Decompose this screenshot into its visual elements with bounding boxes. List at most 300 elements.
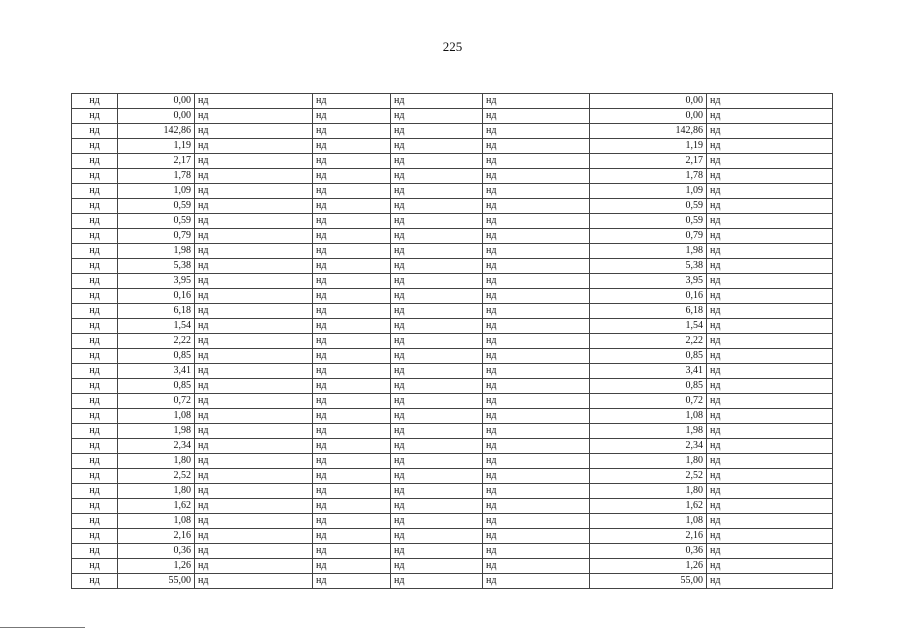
table-cell: 0,00 xyxy=(590,109,707,124)
table-cell: 2,34 xyxy=(118,439,195,454)
table-cell: 0,85 xyxy=(590,349,707,364)
table-cell: нд xyxy=(313,154,391,169)
table-cell: нд xyxy=(72,184,118,199)
page-number: 225 xyxy=(442,39,463,54)
table-cell: 1,98 xyxy=(590,424,707,439)
table-cell: нд xyxy=(313,364,391,379)
table-cell: нд xyxy=(391,289,483,304)
table-cell: нд xyxy=(72,529,118,544)
table-cell: нд xyxy=(195,484,313,499)
table-cell: нд xyxy=(195,289,313,304)
table-cell: нд xyxy=(707,424,833,439)
table-cell: нд xyxy=(195,544,313,559)
table-cell: 1,08 xyxy=(118,514,195,529)
table-cell: нд xyxy=(313,454,391,469)
table-cell: нд xyxy=(195,304,313,319)
table-cell: 2,34 xyxy=(590,439,707,454)
table-cell: нд xyxy=(72,289,118,304)
table-row xyxy=(72,214,833,229)
table-cell: нд xyxy=(391,334,483,349)
table-cell: нд xyxy=(72,484,118,499)
table-cell: нд xyxy=(72,214,118,229)
table-cell: 1,80 xyxy=(118,454,195,469)
table-cell: нд xyxy=(707,154,833,169)
table-cell: 1,80 xyxy=(118,484,195,499)
table-cell: 1,78 xyxy=(590,169,707,184)
table-cell: нд xyxy=(313,334,391,349)
table-cell: нд xyxy=(313,109,391,124)
table-cell: нд xyxy=(313,244,391,259)
table-cell: нд xyxy=(391,319,483,334)
table-cell: нд xyxy=(483,499,590,514)
table-cell: 1,98 xyxy=(118,424,195,439)
table-cell: нд xyxy=(391,304,483,319)
table-cell: нд xyxy=(195,409,313,424)
table-cell: 0,72 xyxy=(590,394,707,409)
table-cell: нд xyxy=(313,289,391,304)
table-cell: 1,80 xyxy=(590,484,707,499)
table-cell: нд xyxy=(483,334,590,349)
table-row xyxy=(72,439,833,454)
table-cell: нд xyxy=(391,169,483,184)
table-cell: 1,08 xyxy=(118,409,195,424)
table-cell: нд xyxy=(72,424,118,439)
table-cell: нд xyxy=(391,214,483,229)
table-cell: нд xyxy=(707,364,833,379)
table-cell: нд xyxy=(313,424,391,439)
table-cell: нд xyxy=(195,514,313,529)
table-cell: нд xyxy=(483,469,590,484)
table-cell: нд xyxy=(483,409,590,424)
table-cell: нд xyxy=(707,124,833,139)
table-cell: 1,26 xyxy=(590,559,707,574)
table-row xyxy=(72,379,833,394)
table-cell: нд xyxy=(391,364,483,379)
table-cell: нд xyxy=(483,304,590,319)
table-cell: 55,00 xyxy=(118,574,195,589)
table-cell: нд xyxy=(707,409,833,424)
table-cell: 0,36 xyxy=(590,544,707,559)
table-cell: 1,19 xyxy=(118,139,195,154)
table-row xyxy=(72,259,833,274)
table-cell: нд xyxy=(483,154,590,169)
table-cell: нд xyxy=(707,229,833,244)
table-row xyxy=(72,394,833,409)
table-cell: нд xyxy=(483,124,590,139)
table-cell: нд xyxy=(313,529,391,544)
table-cell: нд xyxy=(391,109,483,124)
table-cell: 0,85 xyxy=(118,349,195,364)
table-cell: нд xyxy=(72,379,118,394)
table-cell: 0,59 xyxy=(118,199,195,214)
table-cell: нд xyxy=(72,469,118,484)
table-cell: нд xyxy=(313,199,391,214)
table-cell: нд xyxy=(72,499,118,514)
table-cell: нд xyxy=(391,244,483,259)
table-cell: нд xyxy=(313,274,391,289)
footnote-rule xyxy=(0,627,85,628)
table-cell: нд xyxy=(391,124,483,139)
table-cell: 1,09 xyxy=(118,184,195,199)
table-cell: нд xyxy=(72,349,118,364)
table-cell: нд xyxy=(483,244,590,259)
table-cell: нд xyxy=(72,334,118,349)
table-cell: 3,95 xyxy=(590,274,707,289)
table-cell: нд xyxy=(313,484,391,499)
table-cell: 2,52 xyxy=(118,469,195,484)
table-cell: 142,86 xyxy=(118,124,195,139)
table-cell: нд xyxy=(313,439,391,454)
table-row xyxy=(72,199,833,214)
table-cell: нд xyxy=(707,319,833,334)
table-cell: нд xyxy=(195,424,313,439)
table-cell: нд xyxy=(313,409,391,424)
table-cell: нд xyxy=(391,559,483,574)
table-cell: нд xyxy=(483,379,590,394)
table-cell: нд xyxy=(707,514,833,529)
table-cell: нд xyxy=(72,109,118,124)
table-cell: нд xyxy=(313,349,391,364)
table-cell: нд xyxy=(483,484,590,499)
table-row xyxy=(72,484,833,499)
table-row xyxy=(72,334,833,349)
table-cell: 1,54 xyxy=(118,319,195,334)
table-cell: нд xyxy=(195,259,313,274)
table-cell: нд xyxy=(195,229,313,244)
table-cell: 1,98 xyxy=(590,244,707,259)
table-cell: нд xyxy=(195,139,313,154)
table-cell: нд xyxy=(72,364,118,379)
table-cell: нд xyxy=(72,454,118,469)
table-row xyxy=(72,544,833,559)
table-cell: нд xyxy=(483,169,590,184)
table-cell: нд xyxy=(483,289,590,304)
table-cell: нд xyxy=(72,259,118,274)
table-cell: нд xyxy=(707,559,833,574)
table-row xyxy=(72,94,833,109)
table-row xyxy=(72,499,833,514)
table-cell: 0,85 xyxy=(590,379,707,394)
table-cell: нд xyxy=(195,319,313,334)
table-cell: 0,59 xyxy=(590,214,707,229)
table-cell: нд xyxy=(707,544,833,559)
table-row xyxy=(72,319,833,334)
table-cell: нд xyxy=(707,529,833,544)
table-row xyxy=(72,154,833,169)
table-cell: нд xyxy=(72,274,118,289)
table-cell: нд xyxy=(707,214,833,229)
table-cell: нд xyxy=(72,394,118,409)
table-cell: нд xyxy=(195,499,313,514)
table-row xyxy=(72,289,833,304)
table-cell: 1,98 xyxy=(118,244,195,259)
table-row xyxy=(72,469,833,484)
table-cell: нд xyxy=(195,124,313,139)
table-cell: нд xyxy=(72,154,118,169)
data-table xyxy=(71,93,833,589)
table-cell: нд xyxy=(707,454,833,469)
table-cell: нд xyxy=(707,379,833,394)
table-cell: нд xyxy=(391,94,483,109)
table-cell: нд xyxy=(391,274,483,289)
table-cell: нд xyxy=(313,184,391,199)
table-cell: 1,09 xyxy=(590,184,707,199)
table-cell: 1,19 xyxy=(590,139,707,154)
table-cell: нд xyxy=(195,454,313,469)
table-cell: 1,78 xyxy=(118,169,195,184)
table-cell: 1,62 xyxy=(118,499,195,514)
table-cell: нд xyxy=(391,139,483,154)
table-cell: нд xyxy=(313,259,391,274)
table-cell: нд xyxy=(391,184,483,199)
table-cell: нд xyxy=(313,394,391,409)
table-cell: нд xyxy=(195,574,313,589)
table-row xyxy=(72,244,833,259)
table-cell: нд xyxy=(483,424,590,439)
table-row xyxy=(72,109,833,124)
table-row xyxy=(72,124,833,139)
table-cell: 1,26 xyxy=(118,559,195,574)
table-cell: нд xyxy=(313,139,391,154)
table-cell: нд xyxy=(195,244,313,259)
table-cell: 1,80 xyxy=(590,454,707,469)
table-cell: нд xyxy=(483,214,590,229)
table-cell: нд xyxy=(195,109,313,124)
table-cell: нд xyxy=(391,574,483,589)
table-cell: нд xyxy=(195,154,313,169)
table-cell: 1,62 xyxy=(590,499,707,514)
table-cell: нд xyxy=(483,259,590,274)
table-cell: нд xyxy=(313,499,391,514)
table-cell: 0,79 xyxy=(590,229,707,244)
table-cell: нд xyxy=(313,304,391,319)
table-cell: нд xyxy=(313,229,391,244)
table-cell: нд xyxy=(72,304,118,319)
table-cell: нд xyxy=(707,259,833,274)
table-row xyxy=(72,409,833,424)
table-row xyxy=(72,229,833,244)
table-cell: нд xyxy=(483,319,590,334)
table-cell: нд xyxy=(72,409,118,424)
table-cell: 0,59 xyxy=(118,214,195,229)
table-cell: нд xyxy=(391,229,483,244)
table-cell: нд xyxy=(483,559,590,574)
table-cell: нд xyxy=(195,559,313,574)
table-cell: нд xyxy=(391,544,483,559)
table-cell: 0,79 xyxy=(118,229,195,244)
table-cell: нд xyxy=(195,379,313,394)
table-cell: нд xyxy=(707,574,833,589)
table-cell: 0,85 xyxy=(118,379,195,394)
table-cell: нд xyxy=(313,169,391,184)
table-cell: нд xyxy=(391,259,483,274)
table-cell: нд xyxy=(72,124,118,139)
table-cell: нд xyxy=(72,229,118,244)
table-row xyxy=(72,184,833,199)
table-cell: 6,18 xyxy=(590,304,707,319)
table-cell: нд xyxy=(707,394,833,409)
table-cell: нд xyxy=(483,394,590,409)
table-cell: нд xyxy=(72,514,118,529)
table-cell: нд xyxy=(72,94,118,109)
table-cell: 0,00 xyxy=(118,94,195,109)
table-cell: 2,22 xyxy=(590,334,707,349)
table-cell: нд xyxy=(391,469,483,484)
table-cell: нд xyxy=(483,544,590,559)
table-cell: нд xyxy=(195,274,313,289)
table-cell: нд xyxy=(195,394,313,409)
table-cell: нд xyxy=(707,94,833,109)
table-row xyxy=(72,349,833,364)
table-row xyxy=(72,529,833,544)
table-cell: нд xyxy=(707,289,833,304)
table-cell: нд xyxy=(707,334,833,349)
table-cell: нд xyxy=(195,94,313,109)
table-cell: нд xyxy=(707,469,833,484)
table-cell: нд xyxy=(195,184,313,199)
table-cell: нд xyxy=(707,439,833,454)
table-cell: нд xyxy=(391,454,483,469)
table-cell: нд xyxy=(195,199,313,214)
table-cell: нд xyxy=(483,229,590,244)
table-cell: нд xyxy=(391,394,483,409)
table-cell: нд xyxy=(483,274,590,289)
table-cell: нд xyxy=(313,574,391,589)
table-cell: нд xyxy=(72,559,118,574)
table-cell: нд xyxy=(313,214,391,229)
table-cell: 0,16 xyxy=(118,289,195,304)
table-row xyxy=(72,454,833,469)
table-row xyxy=(72,139,833,154)
table-cell: нд xyxy=(313,544,391,559)
table-cell: нд xyxy=(313,514,391,529)
table-row xyxy=(72,274,833,289)
table-cell: нд xyxy=(707,139,833,154)
table-cell: нд xyxy=(195,169,313,184)
table-row xyxy=(72,424,833,439)
table-cell: 0,36 xyxy=(118,544,195,559)
table-cell: нд xyxy=(483,184,590,199)
table-cell: нд xyxy=(707,274,833,289)
table-row xyxy=(72,364,833,379)
table-cell: 3,41 xyxy=(118,364,195,379)
table-cell: нд xyxy=(707,499,833,514)
table-cell: нд xyxy=(72,244,118,259)
table-cell: 142,86 xyxy=(590,124,707,139)
table-cell: нд xyxy=(707,184,833,199)
table-cell: нд xyxy=(391,154,483,169)
table-cell: нд xyxy=(391,514,483,529)
table-cell: нд xyxy=(483,574,590,589)
table-cell: нд xyxy=(483,349,590,364)
table-cell: 2,52 xyxy=(590,469,707,484)
table-cell: нд xyxy=(483,439,590,454)
table-cell: нд xyxy=(483,94,590,109)
table-row xyxy=(72,574,833,589)
table-cell: нд xyxy=(72,169,118,184)
table-cell: 2,17 xyxy=(590,154,707,169)
table-cell: нд xyxy=(483,529,590,544)
table-cell: 55,00 xyxy=(590,574,707,589)
table-cell: нд xyxy=(195,529,313,544)
table-cell: нд xyxy=(707,199,833,214)
table-cell: нд xyxy=(391,499,483,514)
table-cell: нд xyxy=(707,169,833,184)
table-cell: нд xyxy=(391,199,483,214)
table-cell: 5,38 xyxy=(118,259,195,274)
table-cell: нд xyxy=(195,349,313,364)
table-cell: 0,16 xyxy=(590,289,707,304)
table-cell: нд xyxy=(72,199,118,214)
table-cell: 0,00 xyxy=(118,109,195,124)
table-cell: 2,16 xyxy=(118,529,195,544)
table-cell: 0,00 xyxy=(590,94,707,109)
table-cell: нд xyxy=(313,319,391,334)
table-cell: нд xyxy=(707,109,833,124)
table-row xyxy=(72,559,833,574)
table-cell: нд xyxy=(195,364,313,379)
table-cell: 0,72 xyxy=(118,394,195,409)
table-body xyxy=(72,94,833,589)
table-cell: 2,22 xyxy=(118,334,195,349)
table-cell: нд xyxy=(72,574,118,589)
table-cell: нд xyxy=(313,379,391,394)
table-cell: нд xyxy=(313,124,391,139)
table-cell: нд xyxy=(483,109,590,124)
table-cell: 2,17 xyxy=(118,154,195,169)
table-cell: 0,59 xyxy=(590,199,707,214)
table-cell: нд xyxy=(195,469,313,484)
table-cell: нд xyxy=(72,139,118,154)
table-cell: нд xyxy=(72,544,118,559)
table-cell: нд xyxy=(391,424,483,439)
table-cell: 6,18 xyxy=(118,304,195,319)
table-row xyxy=(72,304,833,319)
table-cell: нд xyxy=(195,214,313,229)
table-cell: нд xyxy=(707,484,833,499)
table-cell: нд xyxy=(391,409,483,424)
table-cell: нд xyxy=(483,364,590,379)
table-cell: нд xyxy=(483,514,590,529)
table-cell: нд xyxy=(483,199,590,214)
table-cell: нд xyxy=(313,94,391,109)
table-cell: 1,54 xyxy=(590,319,707,334)
table-cell: 3,41 xyxy=(590,364,707,379)
table-cell: нд xyxy=(707,349,833,364)
table-cell: 3,95 xyxy=(118,274,195,289)
table-cell: нд xyxy=(72,439,118,454)
table-cell: 1,08 xyxy=(590,514,707,529)
table-row xyxy=(72,514,833,529)
table-cell: нд xyxy=(313,469,391,484)
table-cell: нд xyxy=(391,484,483,499)
table-cell: 5,38 xyxy=(590,259,707,274)
table-cell: нд xyxy=(195,334,313,349)
table-cell: нд xyxy=(483,139,590,154)
table-cell: нд xyxy=(195,439,313,454)
table-cell: нд xyxy=(391,529,483,544)
table-cell: нд xyxy=(72,319,118,334)
table-cell: нд xyxy=(313,559,391,574)
table-cell: нд xyxy=(391,439,483,454)
table-cell: нд xyxy=(483,454,590,469)
table-row xyxy=(72,169,833,184)
table-cell: 1,08 xyxy=(590,409,707,424)
table-cell: нд xyxy=(707,244,833,259)
table-cell: нд xyxy=(391,349,483,364)
table-cell: 2,16 xyxy=(590,529,707,544)
table-cell: нд xyxy=(707,304,833,319)
